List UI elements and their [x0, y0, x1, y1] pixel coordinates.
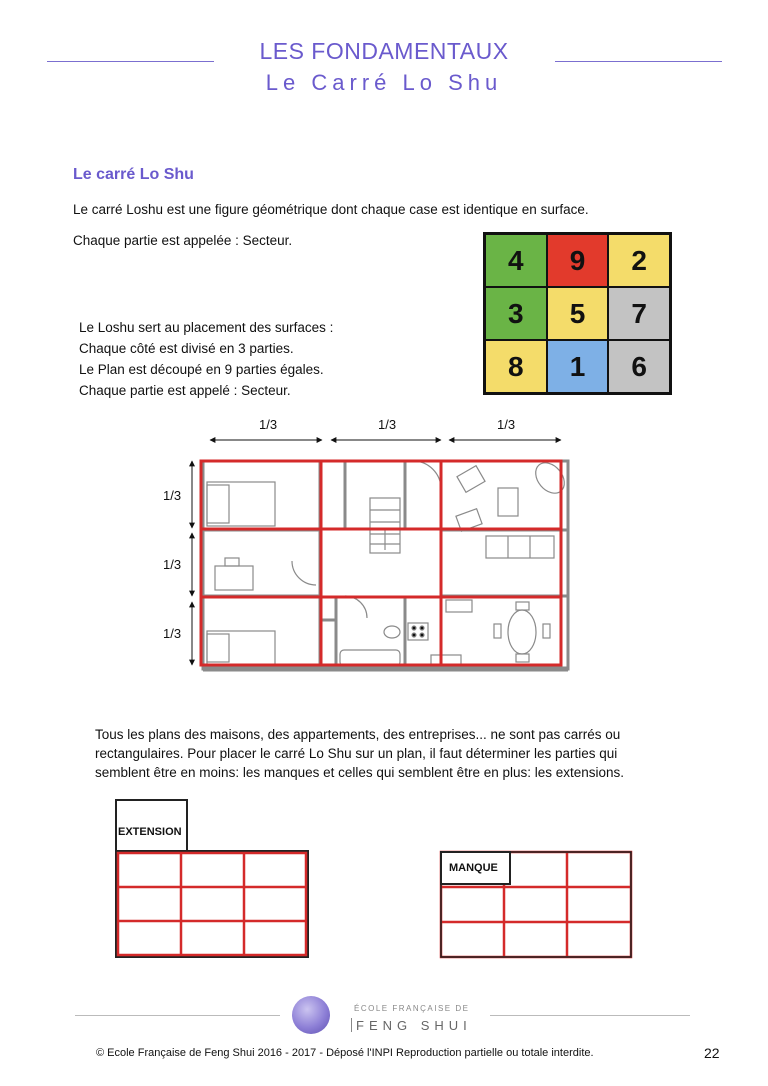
measure-label-side: 1/3 — [163, 626, 182, 641]
sofa-round-icon — [530, 457, 570, 498]
explanation-line: semblent être en moins: les manques et celles qui semblent être en plus: les extensions. — [95, 765, 625, 780]
usage-list — [79, 317, 333, 401]
lo-shu-cell: 2 — [608, 234, 670, 287]
explanation-line: rectangulaires. Pour placer le carré Lo Shu sur un plan, il faut déterminer les parties qui — [95, 746, 618, 761]
usage-line: Le Plan est découpé en 9 parties égales. — [79, 362, 324, 377]
lo-shu-cell: 5 — [547, 287, 609, 340]
measure-label-side: 1/3 — [163, 557, 182, 572]
dining-table-icon — [508, 610, 536, 654]
table-icon — [498, 488, 518, 516]
footer-rule-left — [75, 1015, 280, 1016]
lo-shu-grid — [483, 232, 672, 395]
section-title: Le carré Lo Shu — [73, 166, 194, 183]
bed-icon — [207, 482, 275, 526]
usage-line: Chaque côté est divisé en 3 parties. — [79, 341, 294, 356]
bed-icon — [207, 631, 275, 665]
extension-diagram — [110, 795, 315, 960]
page-number: 22 — [704, 1045, 720, 1061]
measure-label-side: 1/3 — [163, 488, 182, 503]
footer-copyright: © Ecole Française de Feng Shui 2016 - 2017 - Déposé l'INPI Reproduction partielle ou totale interdite. — [96, 1047, 594, 1059]
logo-text-small: ÉCOLE FRANÇAISE DE — [354, 1004, 470, 1013]
manque-label: MANQUE — [449, 862, 498, 874]
lo-shu-cell: 7 — [608, 287, 670, 340]
logo-text-big: FENG SHUI — [356, 1018, 472, 1033]
lo-shu-cell: 8 — [485, 340, 547, 393]
plan-walls — [203, 461, 568, 669]
lo-shu-overlay — [201, 461, 561, 665]
page-title: LES FONDAMENTAUX — [259, 38, 509, 64]
extension-label: EXTENSION — [118, 826, 182, 838]
measure-label-top: 1/3 — [378, 417, 397, 432]
usage-line: Chaque partie est appelé : Secteur. — [79, 383, 291, 398]
armchair-icon — [457, 466, 485, 493]
plan-furniture — [207, 457, 570, 666]
lo-shu-cell: 3 — [485, 287, 547, 340]
lo-shu-cell: 6 — [608, 340, 670, 393]
lo-shu-cell: 4 — [485, 234, 547, 287]
logo-divider — [351, 1018, 352, 1032]
explanation-paragraph — [95, 725, 624, 782]
desk-icon — [215, 566, 253, 590]
lo-shu-cell: 1 — [547, 340, 609, 393]
measure-label-top: 1/3 — [497, 417, 516, 432]
usage-line: Le Loshu sert au placement des surfaces : — [79, 320, 334, 335]
footer-rule-right — [490, 1015, 690, 1016]
measure-label-top: 1/3 — [259, 417, 278, 432]
sector-paragraph: Chaque partie est appelée : Secteur. — [73, 233, 293, 248]
explanation-line: Tous les plans des maisons, des appartements, des entreprises... ne sont pas carrés ou — [95, 727, 621, 742]
floorplan-diagram — [150, 412, 590, 678]
toilet-icon — [384, 626, 400, 638]
school-logo-icon — [292, 996, 330, 1034]
intro-paragraph: Le carré Loshu est une figure géométrique dont chaque case est identique en surface. — [73, 202, 589, 217]
page-subtitle: Le Carré Lo Shu — [265, 70, 503, 95]
lo-shu-cell: 9 — [547, 234, 609, 287]
stove-icon — [408, 623, 428, 640]
sofa-icon — [486, 536, 554, 558]
